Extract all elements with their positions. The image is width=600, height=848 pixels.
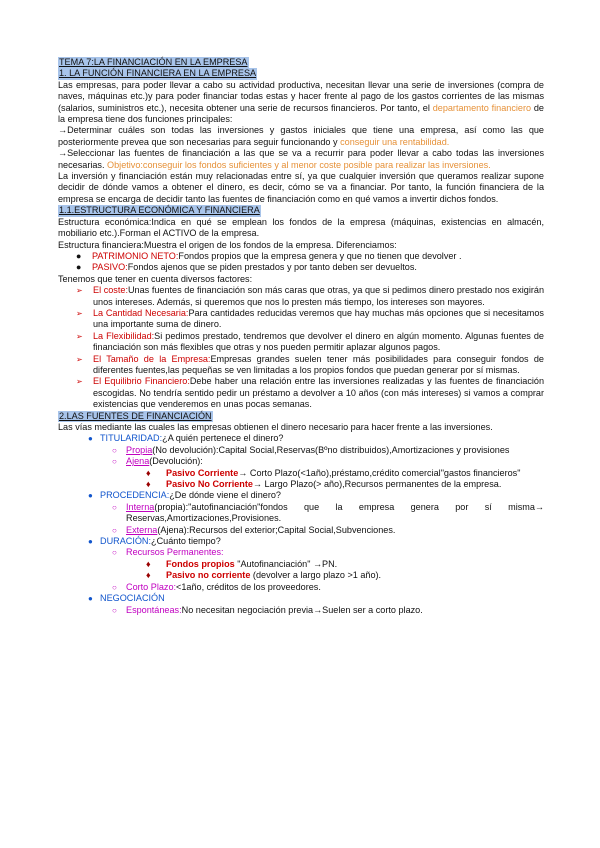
bullet-icon: ● xyxy=(88,594,93,604)
diamond-bullet-icon: ♦ xyxy=(146,558,151,569)
list-item: ♦ Pasivo Corriente→ Corto Plazo(<1año),préstamo,crédito comercial"gastos financieros" xyxy=(146,467,521,478)
bullet-icon: ● xyxy=(88,491,93,501)
page-title: TEMA 7:LA FINANCIACIÓN EN LA EMPRESA xyxy=(59,57,248,67)
list-item: ○ Propia(No devolución):Capital Social,Reservas(Bºno distribuidos),Amortizaciones y provisiones xyxy=(112,444,510,455)
list-item: ➢ El coste:Unas fuentes de financiación son más caras que otras, ya que si pedimos dinero prestado nos exigirán unos intereses. Además, si queremos que nos lo presten más tiempo, los intereses son mayores. xyxy=(76,285,545,307)
paragraph: La inversión y financiación están muy relacionadas entre sí, ya que cualquier inversión que queramos realizar supone decidir de dónde vamos a obtener el dinero, es decir, cómo se va a financiar. Por tanto, la función financiera de la empresa se encarga de decidir tanto las fuentes de financiación como en qué vamos a invertir dichos fondos. xyxy=(58,171,544,204)
circle-bullet-icon: ○ xyxy=(112,525,117,535)
arrow-bullet-icon: ➢ xyxy=(76,354,83,364)
paragraph: →Seleccionar las fuentes de financiación a las que se va a recurrir para poder llevar a cabo todas las inversiones necesarias. Objetivo:conseguir los fondos suficientes y al menor coste posible para realizar las inversiones. xyxy=(58,148,544,170)
paragraph: Las empresas, para poder llevar a cabo su actividad productiva, necesitan llevar una serie de inversiones (compra de naves, máquinas etc.)y para poder financiar todas estas y hacer frente al pago de los gastos corrientes de las mismas (salarios, suministros etc.), necesita obtener una serie de recursos financieros. Por tanto, el departamento financiero de la empresa tiene dos funciones principales: xyxy=(58,79,544,125)
paragraph: Tenemos que tener en cuenta diversos factores: xyxy=(58,273,253,284)
list-item: ♦ Pasivo No Corriente→ Largo Plazo(> año),Recursos permanentes de la empresa. xyxy=(146,479,502,490)
circle-bullet-icon: ○ xyxy=(112,457,117,467)
list-item: ♦ Fondos propios "Autofinanciación" →PN. xyxy=(146,558,338,569)
diamond-bullet-icon: ♦ xyxy=(146,570,151,581)
document-page xyxy=(58,57,544,616)
paragraph: Las vías mediante las cuales las empresas obtienen el dinero necesario para hacer frente a las inversiones. xyxy=(58,422,493,432)
list-item: ➢ El Tamaño de la Empresa:Empresas grandes suelen tener más posibilidades para conseguir fondos de diferentes fuentes,las pequeñas se ven limitadas a los propios fondos que puedan generar por sí mismas. xyxy=(76,353,544,375)
paragraph: Estructura financiera:Muestra el origen de los fondos de la empresa. Diferenciamos: xyxy=(58,239,397,250)
arrow-bullet-icon: ➢ xyxy=(76,331,83,341)
circle-bullet-icon: ○ xyxy=(112,502,117,512)
list-item: ○ Recursos Permanentes: xyxy=(112,547,224,558)
arrow-bullet-icon: ➢ xyxy=(76,286,83,296)
list-item: ➢ La Cantidad Necesaria:Para cantidades reducidas veremos que hay muchas más opciones que si necesitamos una importante suma de dinero. xyxy=(76,307,544,330)
list-item: ○ Externa(Ajena):Recursos del exterior;Capital Social,Subvenciones. xyxy=(112,524,396,535)
list-item: ○ Ajena(Devolución): xyxy=(112,456,203,467)
list-item: ➢ La Flexibilidad:Si pedimos prestado, tendremos que devolver el dinero en algún momento. Algunas fuentes de financiación son más flexibles que otras y nos pueden permitir aplazar algunos pagos. xyxy=(76,330,544,353)
arrow-bullet-icon: ➢ xyxy=(76,377,83,387)
circle-bullet-icon: ○ xyxy=(112,605,117,615)
list-item: ➢ El Equilibrio Financiero:Debe haber una relación entre las inversiones realizadas y las fuentes de financiación escogidas. No tendría sentido pedir un préstamo a devolver a 10 años (con más intereses) si vamos a comprar existencias que venderemos en unas pocas semanas. xyxy=(76,376,544,410)
circle-bullet-icon: ○ xyxy=(112,582,117,592)
list-item: ● PASIVO:Fondos ajenos que se piden prestados y por tanto deben ser devueltos. xyxy=(76,262,417,273)
section-1-heading: 1. LA FUNCIÓN FINANCIERA EN LA EMPRESA xyxy=(59,68,257,79)
bullet-icon: ● xyxy=(76,262,82,273)
list-item: ○ Espontáneas:No necesitan negociación previa→Suelen ser a corto plazo. xyxy=(112,604,423,615)
bullet-icon: ● xyxy=(88,434,93,444)
circle-bullet-icon: ○ xyxy=(112,548,117,558)
list-item: ● DURACIÓN:¿Cuánto tiempo? xyxy=(88,536,221,547)
list-item: ○ Corto Plazo:<1año, créditos de los proveedores. xyxy=(112,581,321,592)
list-item: ● PATRIMONIO NETO:Fondos propios que la empresa genera y que no tienen que devolver . xyxy=(76,250,462,261)
paragraph: Estructura económica:Indica en qué se emplean los fondos de la empresa (máquinas, existencias en almacén, mobiliario etc.).Forman el ACTIVO de la empresa. xyxy=(58,216,544,239)
paragraph: →Determinar cuáles son todas las inversiones y gastos iniciales que tiene una empresa, así como las que posteriormente prevea que son necesarias para seguir funcionando y conseguir una rentabilidad. xyxy=(58,125,544,147)
list-item: ● TITULARIDAD:¿A quién pertenece el dinero? xyxy=(88,433,284,444)
list-item: ● NEGOCIACIÓN xyxy=(88,593,165,604)
diamond-bullet-icon: ♦ xyxy=(146,467,151,478)
section-1-1-heading: 1.1.ESTRUCTURA ECONÓMICA Y FINANCIERA xyxy=(59,205,260,216)
circle-bullet-icon: ○ xyxy=(112,445,117,455)
section-2-heading: 2.LAS FUENTES DE FINANCIACIÓN xyxy=(59,410,212,421)
bullet-icon: ● xyxy=(88,537,93,547)
arrow-bullet-icon: ➢ xyxy=(76,308,83,318)
bullet-icon: ● xyxy=(76,250,82,261)
list-item: ● PROCEDENCIA:¿De dónde viene el dinero? xyxy=(88,490,281,501)
list-item: ♦ Pasivo no corriente (devolver a largo plazo >1 año). xyxy=(146,570,382,581)
list-item: ○ Interna(propia):"autofinanciación"fondos que la empresa genera por sí misma→ Reservas,Amortizaciones,Provisiones. xyxy=(112,501,544,524)
diamond-bullet-icon: ♦ xyxy=(146,479,151,490)
